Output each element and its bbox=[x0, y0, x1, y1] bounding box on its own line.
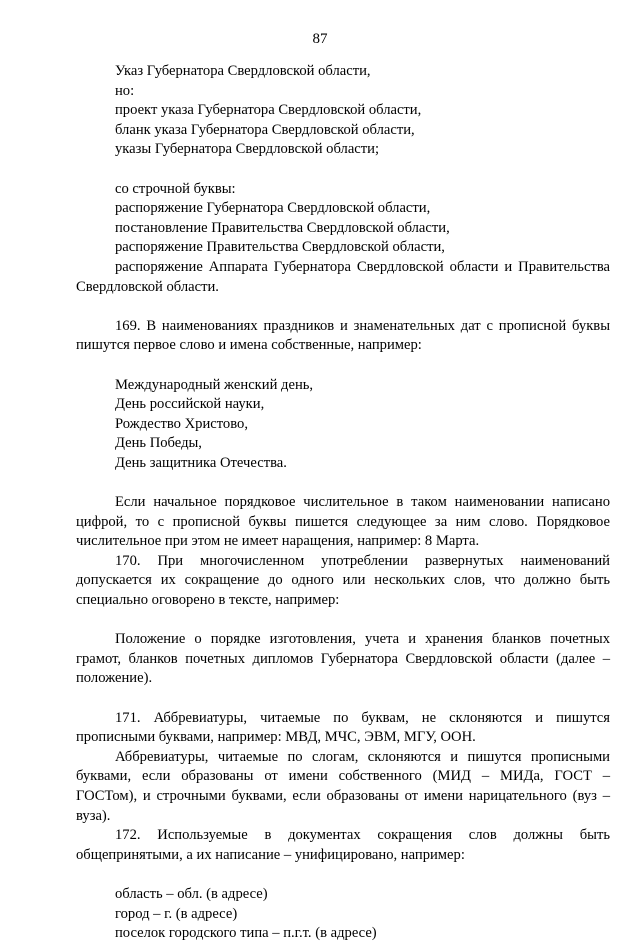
abbreviation-examples bbox=[76, 885, 610, 944]
paragraph-172 bbox=[76, 826, 610, 865]
text-line: допускается их сокращение до одного или нескольких слов, что должно быть bbox=[76, 572, 610, 589]
text-line: прописными буквами, например: МВД, МЧС, ЭВМ, МГУ, ООН. bbox=[76, 729, 476, 746]
paragraph-169 bbox=[76, 317, 610, 356]
page-number: 87 bbox=[312, 31, 328, 47]
text-line: постановление Правительства Свердловской области, bbox=[115, 219, 450, 236]
text-line: вуза). bbox=[76, 807, 111, 824]
paragraph-ordinal bbox=[76, 493, 610, 552]
text-line: город – г. (в адресе) bbox=[115, 905, 238, 922]
text-line: День Победы, bbox=[115, 435, 202, 452]
text-line: День российской науки, bbox=[115, 396, 265, 413]
examples-lowercase bbox=[76, 180, 610, 298]
text-line: 170. При многочисленном употреблении развернутых наименований bbox=[115, 552, 610, 569]
text-line: проект указа Губернатора Свердловской области, bbox=[115, 102, 422, 119]
text-line: Если начальное порядковое числительное в таком наименовании написано bbox=[115, 494, 610, 511]
text-line: День защитника Отечества. bbox=[115, 454, 287, 471]
text-line: но: bbox=[115, 82, 135, 99]
paragraph-171 bbox=[76, 709, 610, 748]
example-170 bbox=[76, 630, 610, 689]
text-line: бланк указа Губернатора Свердловской области, bbox=[115, 121, 415, 138]
text-line: распоряжение Правительства Свердловской области, bbox=[115, 239, 445, 256]
text-line: пишутся первое слово и имена собственные, например: bbox=[76, 337, 422, 354]
holiday-examples bbox=[76, 376, 610, 474]
paragraph-170 bbox=[76, 552, 610, 611]
text-line: числительное при этом не имеет наращения, например: 8 Марта. bbox=[76, 533, 480, 550]
text-line: Рождество Христово, bbox=[115, 415, 248, 432]
spacer bbox=[76, 160, 610, 180]
text-line: распоряжение Аппарата Губернатора Свердловской области и Правительства bbox=[115, 258, 610, 275]
examples-uppercase-decree bbox=[76, 62, 610, 160]
text-line: 169. В наименованиях праздников и знаменательных дат с прописной буквы bbox=[115, 317, 610, 334]
text-line: распоряжение Губернатора Свердловской области, bbox=[115, 200, 431, 217]
text-line: общепринятыми, а их написание – унифицировано, например: bbox=[76, 846, 465, 863]
text-line: со строчной буквы: bbox=[115, 180, 236, 197]
text-line: 171. Аббревиатуры, читаемые по буквам, не склоняются и пишутся bbox=[115, 709, 610, 726]
text-line: буквами, если образованы от имени собственного (МИД – МИДа, ГОСТ – bbox=[76, 768, 610, 785]
spacer bbox=[76, 473, 610, 493]
text-line: 172. Используемые в документах сокращения слов должны быть bbox=[115, 827, 610, 844]
text-line: специально оговорено в тексте, например: bbox=[76, 592, 340, 609]
spacer bbox=[76, 297, 610, 317]
document-body bbox=[76, 62, 610, 944]
text-line: Аббревиатуры, читаемые по слогам, склоняются и пишутся прописными bbox=[115, 748, 610, 765]
text-line: грамот, бланков почетных дипломов Губернатора Свердловской области (далее – bbox=[76, 650, 610, 667]
spacer bbox=[76, 865, 610, 885]
spacer bbox=[76, 689, 610, 709]
text-line: указы Губернатора Свердловской области; bbox=[115, 141, 380, 158]
text-line: ГОСТом), и строчными буквами, если образованы от имени нарицательного (вуз – bbox=[76, 787, 610, 804]
spacer bbox=[76, 611, 610, 631]
text-line: цифрой, то с прописной буквы пишется следующее за ним слово. Порядковое bbox=[76, 513, 610, 530]
text-line: Международный женский день, bbox=[115, 376, 314, 393]
text-line: поселок городского типа – п.г.т. (в адресе) bbox=[115, 925, 377, 942]
text-line: область – обл. (в адресе) bbox=[115, 885, 268, 902]
text-line: Указ Губернатора Свердловской области, bbox=[115, 63, 371, 79]
text-line: Свердловской области. bbox=[76, 278, 219, 295]
text-line: положение). bbox=[76, 670, 153, 687]
spacer bbox=[76, 356, 610, 376]
text-line: Положение о порядке изготовления, учета и хранения бланков почетных bbox=[115, 631, 610, 648]
paragraph-171-syllabic bbox=[76, 748, 610, 826]
